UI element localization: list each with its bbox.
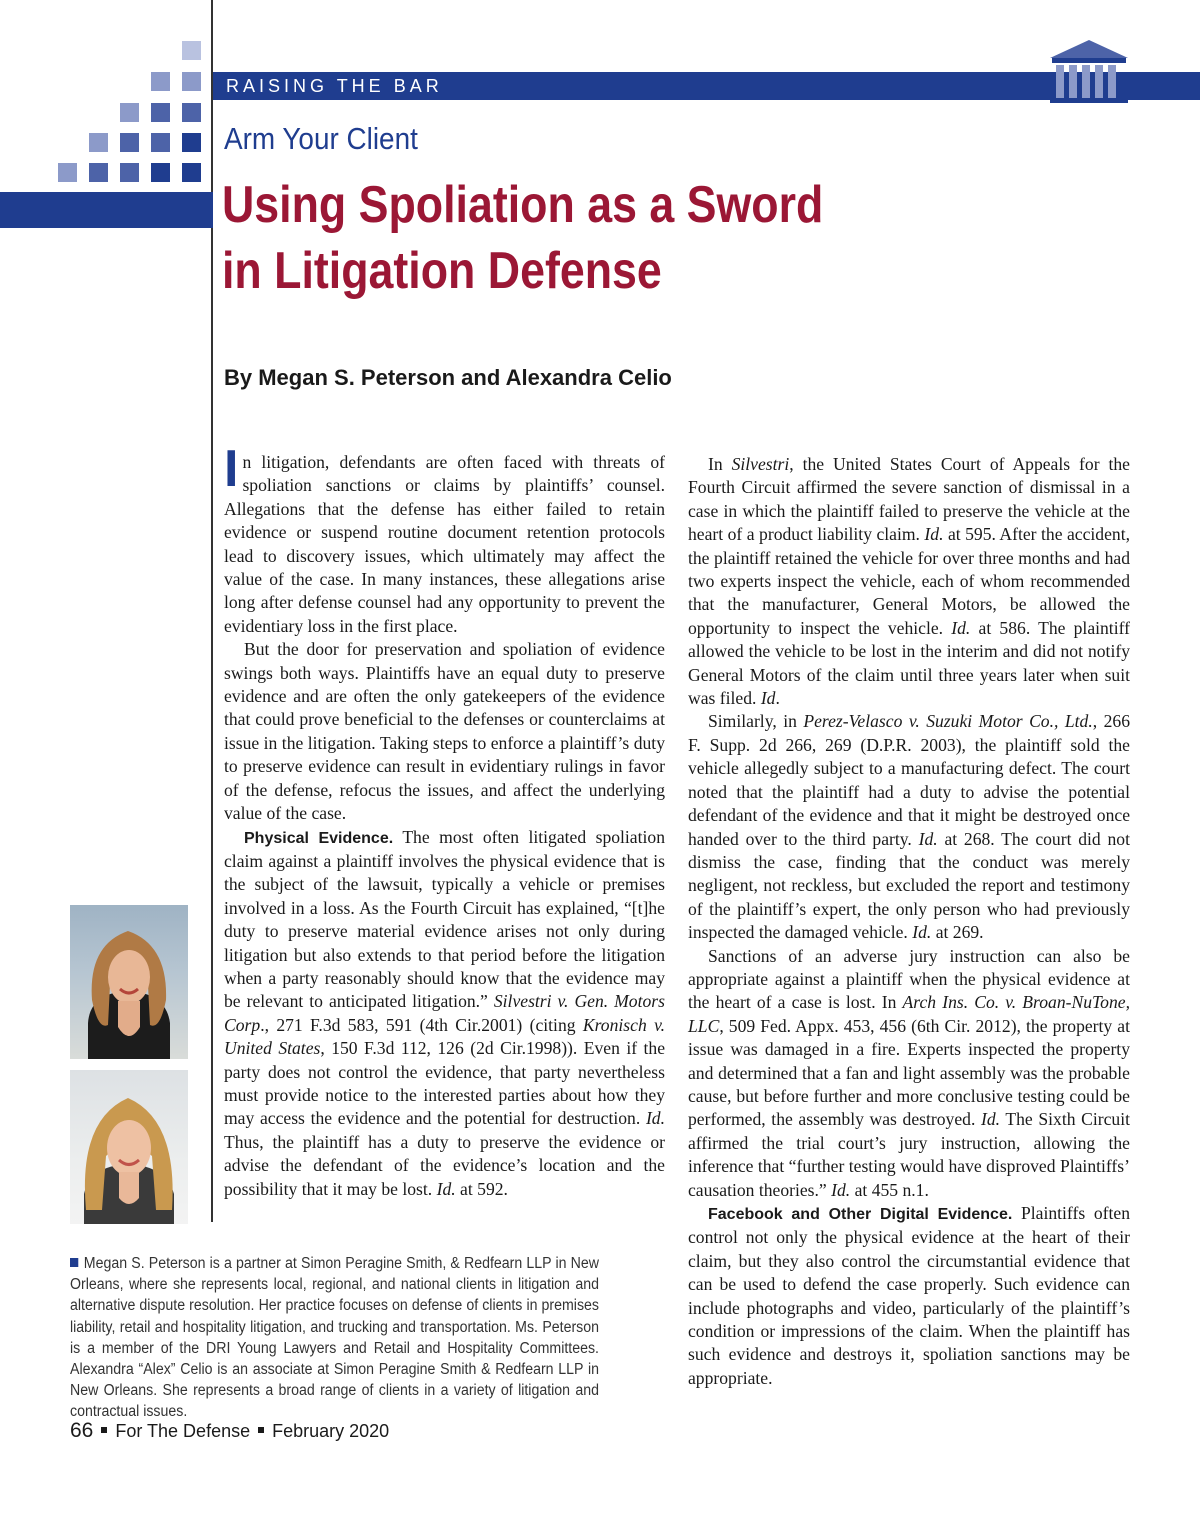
paragraph-text: , the United States Court of Appeals for the Fourth Circuit affirmed the severe sanction of dismissal in a case in which the plaintiff failed to preserve the vehicle at the heart of a product liability claim.: [688, 454, 1130, 545]
case-citation: Kronisch v. United States: [224, 1014, 665, 1059]
vertical-rule: [211, 0, 213, 1222]
left-accent-band: [0, 192, 213, 228]
paragraph-text: , 509 Fed. Appx. 453, 456 (6th Cir. 2012), the property at issue was damaged in a fire. Experts inspected the property and determined that a fan and light assembly was the probable cause, but before further and more conclusive testing could be performed, the assembly was destroyed.: [688, 1015, 1130, 1130]
paragraph-text: The Sixth Circuit affirmed the trial court’s jury instruction, allowing the inference that “further testing would have disproved Plaintiffs’ causation theories.”: [688, 1109, 1131, 1200]
mosaic-square: [89, 163, 108, 182]
id-citation: Id.: [436, 1178, 456, 1199]
footer-bullet: [258, 1427, 264, 1433]
article-title: [222, 172, 910, 304]
mosaic-square: [182, 103, 201, 122]
mosaic-square: [182, 72, 201, 91]
id-citation: Id.: [645, 1108, 665, 1129]
mosaic-square: [151, 72, 170, 91]
paragraph-text: , 266 F. Supp. 2d 266, 269 (D.P.R. 2003), the plaintiff sold the vehicle allegedly subject to a manufacturing defect. The court noted that the plaintiff had a duty to advise the potential defendant of the evidence and that it might be destroyed once handed over to the third party.: [688, 711, 1130, 849]
paragraph-text: at 269.: [931, 922, 984, 943]
drop-cap: I: [224, 440, 239, 498]
bullet-square: [70, 1258, 78, 1267]
page-footer: [70, 1419, 389, 1443]
paragraph: [688, 710, 1130, 944]
paragraph-text: The most often litigated spoliation claim against a plaintiff involves the physical evidence that is the subject of the lawsuit, typically a vehicle or premises involved in a loss. As the Fourth Circuit has explained, “[t]he duty to preserve material evidence arises not only during litigation but also extends to that period before the litigation when a party reasonably should know that the evidence may be relevant to anticipated litigation.”: [224, 826, 665, 1012]
id-citation: Id: [760, 688, 776, 709]
paragraph: But the door for preservation and spoliation of evidence swings both ways. Plaintiffs have an equal duty to preserve evidence and are often the only gatekeepers of the evidence that could prove beneficial to the defenses or counterclaims at issue in the litigation. Taking steps to enforce a plaintiff’s duty to preserve evidence can result in evidentiary rulings in favor of the defense, refocus the issues, and affect the underlying value of the case.: [224, 639, 665, 824]
run-in-heading: Facebook and Other Digital Evidence.: [708, 1206, 1013, 1223]
paragraph: [224, 826, 665, 1202]
paragraph: [688, 945, 1130, 1202]
mosaic-square: [120, 133, 139, 152]
body-column-right: [688, 453, 1130, 1390]
case-citation: Arch Ins. Co. v. Broan-NuTone, LLC: [688, 992, 1130, 1036]
author-bio: [70, 1253, 599, 1423]
author-bio-text: Megan S. Peterson is a partner at Simon Peragine Smith, & Redfearn LLP in New Orleans, where she represents local, regional, and national clients in litigation and alternative dispute resolution. Her practice focuses on defense of clients in premises liability, retail and hospitality litigation, and trucking and transportation. Ms. Peterson is a member of the DRI Young Lawyers and Retail and Hospitality Committees. Alexandra “Alex” Celio is an associate at Simon Peragine Smith & Redfearn LLP in New Orleans. She represents a broad range of clients in a variety of litigation and contractual issues.: [70, 1255, 600, 1421]
mosaic-square: [89, 133, 108, 152]
id-citation: Id.: [980, 1109, 1001, 1130]
body-column-left: [224, 440, 666, 1201]
mosaic-square: [182, 41, 201, 60]
paragraph: [688, 1202, 1130, 1390]
article-subtitle: Arm Your Client: [224, 121, 418, 156]
title-line: Using Spoliation as a Sword: [222, 176, 824, 234]
paragraph-text: In: [708, 454, 732, 474]
case-citation: Silvestri: [731, 454, 790, 474]
id-citation: Id.: [924, 524, 944, 545]
publication-name: For The Defense: [115, 1421, 251, 1441]
mosaic-square: [182, 163, 201, 182]
paragraph-text: at 586. The plaintiff allowed the vehicle to be lost in the interim and did not notify General Motors of the claim until three years later when suit was filed.: [688, 617, 1130, 709]
section-kicker: RAISING THE BAR: [226, 76, 443, 96]
paragraph-text: at 455 n.1.: [850, 1179, 929, 1200]
paragraph: [688, 453, 1130, 710]
paragraph-text: , 150 F.3d 112, 126 (2d Cir.1998)). Even if the party does not control the evidence, that party nevertheless must provide notice to the interested parties about how they may access the evidence and the potential for destruction.: [224, 1038, 666, 1129]
paragraph-text: n litigation, defendants are often faced with threats of spoliation sanctions or claims by plaintiffs’ counsel. Allegations that the defense has either failed to retain evidence or suspend routine document retention protocols lead to discovery issues, which ultimately may affect the value of the case. In many instances, these allegations arise long after defense counsel had any opportunity to prevent the evidentiary loss in the first place.: [224, 452, 665, 636]
author-photo-peterson: [70, 905, 188, 1059]
case-citation: Perez-Velasco v. Suzuki Motor Co., Ltd.: [803, 711, 1093, 732]
issue-date: February 2020: [272, 1421, 390, 1441]
mosaic-square: [120, 103, 139, 122]
id-citation: Id.: [918, 828, 938, 849]
paragraph-text: Plaintiffs often control not only the physical evidence at the heart of their claim, but they also control the circumstantial evidence that can be used to defend the case properly. Such evidence can include photographs and video, particularly of the plaintiff’s condition or impressions of the claim. When the plaintiff has such evidence and destroys it, spoliation sanctions may be appropriate.: [688, 1203, 1130, 1388]
case-citation: Silvestri v. Gen. Motors Corp: [224, 991, 665, 1035]
mosaic-square: [151, 103, 170, 122]
byline: By Megan S. Peterson and Alexandra Celio: [224, 365, 672, 390]
footer-bullet: [101, 1427, 107, 1433]
id-citation: Id.: [912, 922, 932, 943]
id-citation: Id.: [831, 1179, 851, 1200]
mosaic-square: [151, 133, 170, 152]
paragraph-text: ., 271 F.3d 583, 591 (4th Cir.2001) (citing: [260, 1014, 583, 1035]
author-photo-celio: [70, 1070, 188, 1224]
mosaic-square: [120, 163, 139, 182]
id-citation: Id.: [951, 617, 971, 638]
paragraph-text: Sanctions of an adverse jury instruction can also be appropriate against a plaintiff when the physical evidence at the heart of a case is lost. In: [688, 945, 1130, 1013]
run-in-heading: Physical Evidence.: [244, 829, 394, 847]
paragraph: [224, 440, 665, 638]
page-number: 66: [70, 1419, 94, 1442]
paragraph-text: Similarly, in: [708, 711, 804, 732]
courthouse-columns-icon: [1048, 40, 1130, 104]
paragraph-text: at 268. The court did not dismiss the case, finding that the conduct was merely negligent, not reckless, but excluded the report and testimony of the plaintiff’s expert, the only person who had previously inspected the damaged vehicle.: [688, 828, 1130, 943]
title-line: in Litigation Defense: [222, 242, 662, 300]
paragraph-text: .: [775, 688, 780, 709]
paragraph-text: at 592.: [455, 1178, 508, 1199]
mosaic-square: [151, 163, 170, 182]
paragraph-text: Thus, the plaintiff has a duty to preserve the evidence or advise the defendant of the evidence’s location and the possibility that it may be lost.: [224, 1131, 665, 1199]
paragraph-text: at 595. After the accident, the plaintiff retained the vehicle for over three months and had two experts inspect the vehicle, each of whom recommended that the manufacturer, General Motors, be allowed the opportunity to inspect the vehicle.: [688, 524, 1130, 638]
mosaic-square: [182, 133, 201, 152]
mosaic-square: [58, 163, 77, 182]
